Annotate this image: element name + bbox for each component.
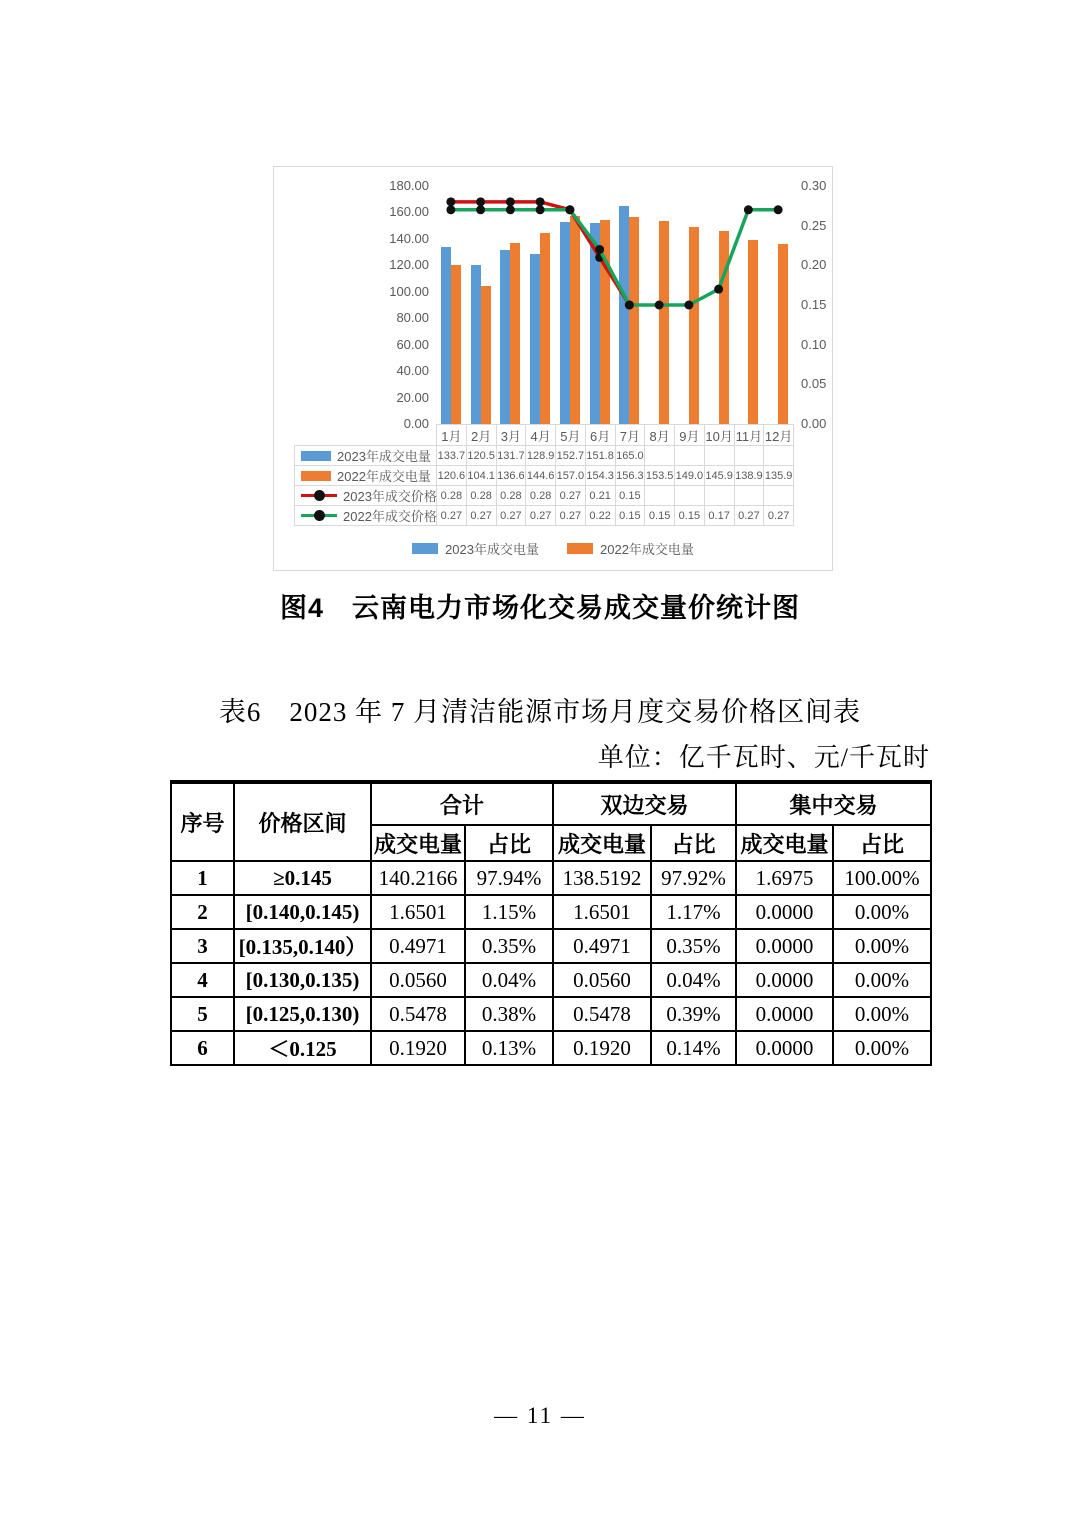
series-key-and-name xyxy=(295,466,436,485)
row-value: 1.15% xyxy=(465,895,553,929)
series-value: 149.0 xyxy=(675,466,705,486)
row-value: 0.5478 xyxy=(371,997,465,1031)
series-value: 120.5 xyxy=(466,446,496,466)
table-title: 表6 2023 年 7 月清洁能源市场月度交易价格区间表 xyxy=(218,697,862,727)
right-axis-tick-label: 0.30 xyxy=(801,178,827,193)
header-centralized-volume: 成交电量 xyxy=(736,825,833,861)
row-seq: 5 xyxy=(171,997,234,1031)
month-label: 12月 xyxy=(764,425,794,446)
figure-caption: 图4 云南电力市场化交易成交量价统计图 xyxy=(279,593,800,623)
row-value: 0.0000 xyxy=(736,997,833,1031)
row-value: 0.35% xyxy=(651,929,736,963)
month-label-row xyxy=(295,425,794,446)
table-row xyxy=(171,895,931,929)
bar-2022年成交电量 xyxy=(451,265,461,424)
right-axis-tick-label: 0.05 xyxy=(801,376,827,392)
row-value: 0.0560 xyxy=(553,963,651,997)
left-axis-tick-label: 100.00 xyxy=(389,283,429,299)
row-value: 0.4971 xyxy=(553,929,651,963)
row-value: 1.17% xyxy=(651,895,736,929)
marker-2022年成交价格 xyxy=(506,205,515,214)
row-value: 0.14% xyxy=(651,1031,736,1065)
marker-2023年成交价格 xyxy=(506,197,515,206)
series-value xyxy=(645,446,675,466)
header-price-range: 价格区间 xyxy=(234,782,371,861)
legend-swatch xyxy=(412,543,438,554)
series-row-2023年成交价格 xyxy=(295,486,794,506)
series-value: 0.28 xyxy=(496,486,526,506)
row-value: 1.6501 xyxy=(553,895,651,929)
row-value: 0.00% xyxy=(833,997,931,1031)
series-row-2023年成交电量 xyxy=(295,446,794,466)
bar-2022年成交电量 xyxy=(481,286,491,424)
header-total-share: 占比 xyxy=(465,825,553,861)
chart xyxy=(273,166,833,571)
series-name: 2023年成交电量 xyxy=(337,449,431,464)
marker-2022年成交价格 xyxy=(446,205,455,214)
left-axis-tick-label: 180.00 xyxy=(389,178,429,193)
right-axis-tick-label: 0.10 xyxy=(801,336,827,352)
legend-item xyxy=(412,539,539,558)
series-name-cell xyxy=(295,506,437,526)
bar-2022年成交电量 xyxy=(659,221,669,424)
left-axis-tick-label: 20.00 xyxy=(396,389,429,405)
bar-2023年成交电量 xyxy=(441,247,451,424)
table-row xyxy=(171,929,931,963)
series-key-and-name xyxy=(295,486,436,505)
series-name: 2022年成交价格 xyxy=(343,509,437,524)
series-value: 0.27 xyxy=(556,486,586,506)
month-label: 2月 xyxy=(466,425,496,446)
header-total-volume: 成交电量 xyxy=(371,825,465,861)
table-row xyxy=(171,861,931,895)
row-price-range: [0.130,0.135) xyxy=(234,963,371,997)
series-value xyxy=(734,486,764,506)
month-label: 6月 xyxy=(585,425,615,446)
price-range-table xyxy=(170,780,932,1066)
series-value: 152.7 xyxy=(556,446,586,466)
left-axis-tick-label: 120.00 xyxy=(389,257,429,273)
bar-2022年成交电量 xyxy=(510,243,520,424)
row-price-range: [0.140,0.145) xyxy=(234,895,371,929)
header-bilateral-volume: 成交电量 xyxy=(553,825,651,861)
left-axis-tick-label: 80.00 xyxy=(396,310,429,326)
chart-legend xyxy=(274,539,832,558)
row-seq: 1 xyxy=(171,861,234,895)
right-axis-tick-label: 0.20 xyxy=(801,257,827,273)
table-row xyxy=(171,1031,931,1065)
series-value: 0.22 xyxy=(585,506,615,526)
legend-key-line xyxy=(301,510,337,521)
marker-2022年成交价格 xyxy=(476,205,485,214)
month-label: 8月 xyxy=(645,425,675,446)
row-value: 0.04% xyxy=(465,963,553,997)
header-centralized-share: 占比 xyxy=(833,825,931,861)
series-value xyxy=(704,446,734,466)
series-value: 0.15 xyxy=(615,486,645,506)
row-value: 138.5192 xyxy=(553,861,651,895)
header-group-bilateral: 双边交易 xyxy=(553,782,736,825)
row-value: 0.35% xyxy=(465,929,553,963)
series-value xyxy=(764,446,794,466)
row-value: 0.5478 xyxy=(553,997,651,1031)
series-key-and-name xyxy=(295,506,436,525)
legend-label: 2022年成交电量 xyxy=(600,542,694,557)
series-value: 128.9 xyxy=(526,446,556,466)
row-value: 0.0000 xyxy=(736,963,833,997)
header-group-total: 合计 xyxy=(371,782,553,825)
row-value: 0.38% xyxy=(465,997,553,1031)
legend-key-line-marker xyxy=(314,490,325,501)
bar-2023年成交电量 xyxy=(560,222,570,424)
chart-value-table xyxy=(294,424,794,526)
bar-2023年成交电量 xyxy=(530,254,540,424)
row-value: 0.00% xyxy=(833,895,931,929)
month-label: 5月 xyxy=(556,425,586,446)
blank-cell xyxy=(295,425,437,446)
marker-2023年成交价格 xyxy=(565,205,574,214)
series-value: 0.27 xyxy=(556,506,586,526)
month-label: 9月 xyxy=(675,425,705,446)
series-value xyxy=(734,446,764,466)
unit-note: 单位：亿千瓦时、元/千瓦时 xyxy=(597,743,930,772)
row-price-range: ≥0.145 xyxy=(234,861,371,895)
row-value: 0.13% xyxy=(465,1031,553,1065)
row-price-range: ＜0.125 xyxy=(234,1031,371,1065)
marker-2023年成交价格 xyxy=(476,197,485,206)
row-value: 140.2166 xyxy=(371,861,465,895)
row-value: 0.04% xyxy=(651,963,736,997)
row-seq: 3 xyxy=(171,929,234,963)
series-value: 0.27 xyxy=(734,506,764,526)
bar-2022年成交电量 xyxy=(748,240,758,424)
bar-2023年成交电量 xyxy=(471,265,481,424)
row-value: 1.6975 xyxy=(736,861,833,895)
bar-2022年成交电量 xyxy=(778,244,788,424)
price-table-body xyxy=(171,861,931,1065)
series-value: 0.15 xyxy=(675,506,705,526)
marker-2022年成交价格 xyxy=(774,205,783,214)
marker-2022年成交价格 xyxy=(536,205,545,214)
legend-label: 2023年成交电量 xyxy=(445,542,539,557)
series-value: 120.6 xyxy=(437,466,467,486)
series-value: 135.9 xyxy=(764,466,794,486)
legend-key-bar xyxy=(301,451,331,461)
header-bilateral-share: 占比 xyxy=(651,825,736,861)
row-value: 0.0000 xyxy=(736,895,833,929)
month-label: 10月 xyxy=(704,425,734,446)
series-value xyxy=(675,446,705,466)
row-price-range: [0.125,0.130) xyxy=(234,997,371,1031)
series-value: 0.27 xyxy=(466,506,496,526)
legend-item xyxy=(567,539,694,558)
series-value: 0.27 xyxy=(496,506,526,526)
series-value: 165.0 xyxy=(615,446,645,466)
series-value: 138.9 xyxy=(734,466,764,486)
series-value: 0.28 xyxy=(437,486,467,506)
marker-2023年成交价格 xyxy=(446,197,455,206)
legend-key-line xyxy=(301,490,337,501)
row-value: 100.00% xyxy=(833,861,931,895)
series-row-2022年成交电量 xyxy=(295,466,794,486)
series-value: 0.27 xyxy=(764,506,794,526)
series-value: 0.15 xyxy=(645,506,675,526)
series-name-cell xyxy=(295,446,437,466)
series-name-cell xyxy=(295,466,437,486)
bar-2022年成交电量 xyxy=(719,231,729,424)
right-axis-tick-label: 0.25 xyxy=(801,217,827,233)
series-value: 0.21 xyxy=(585,486,615,506)
table-row xyxy=(171,963,931,997)
series-value: 0.17 xyxy=(704,506,734,526)
row-seq: 6 xyxy=(171,1031,234,1065)
right-axis-tick-label: 0.00 xyxy=(801,416,827,431)
series-value: 0.28 xyxy=(466,486,496,506)
series-value xyxy=(675,486,705,506)
legend-key-line-marker xyxy=(314,510,325,521)
month-label: 7月 xyxy=(615,425,645,446)
month-label: 11月 xyxy=(734,425,764,446)
month-label: 1月 xyxy=(437,425,467,446)
row-value: 0.39% xyxy=(651,997,736,1031)
series-value: 144.6 xyxy=(526,466,556,486)
row-seq: 4 xyxy=(171,963,234,997)
row-value: 0.0000 xyxy=(736,929,833,963)
header-seq: 序号 xyxy=(171,782,234,861)
marker-2023年成交价格 xyxy=(536,197,545,206)
series-value: 154.3 xyxy=(585,466,615,486)
series-name: 2023年成交价格 xyxy=(343,489,437,504)
row-value: 0.0560 xyxy=(371,963,465,997)
series-value: 145.9 xyxy=(704,466,734,486)
left-axis-tick-label: 160.00 xyxy=(389,204,429,220)
bar-2022年成交电量 xyxy=(689,227,699,424)
page-number: — 11 — xyxy=(494,1403,586,1428)
bar-2023年成交电量 xyxy=(619,206,629,424)
left-axis-tick-label: 0.00 xyxy=(403,416,429,431)
series-value: 136.6 xyxy=(496,466,526,486)
series-value: 157.0 xyxy=(556,466,586,486)
legend-key-bar xyxy=(301,471,331,481)
right-axis-tick-label: 0.15 xyxy=(801,297,827,312)
legend-swatch xyxy=(567,543,593,554)
row-value: 0.00% xyxy=(833,963,931,997)
left-axis-tick-label: 140.00 xyxy=(389,230,429,246)
series-value xyxy=(764,486,794,506)
series-value xyxy=(645,486,675,506)
bar-2022年成交电量 xyxy=(540,233,550,424)
row-value: 0.1920 xyxy=(371,1031,465,1065)
bar-2023年成交电量 xyxy=(500,250,510,424)
row-seq: 2 xyxy=(171,895,234,929)
row-value: 0.00% xyxy=(833,1031,931,1065)
series-key-and-name xyxy=(295,446,436,465)
series-value: 0.15 xyxy=(615,506,645,526)
row-value: 0.0000 xyxy=(736,1031,833,1065)
series-value: 156.3 xyxy=(615,466,645,486)
row-value: 97.92% xyxy=(651,861,736,895)
row-value: 97.94% xyxy=(465,861,553,895)
series-row-2022年成交价格 xyxy=(295,506,794,526)
month-label: 3月 xyxy=(496,425,526,446)
row-value: 0.00% xyxy=(833,929,931,963)
marker-2022年成交价格 xyxy=(565,205,574,214)
bar-2022年成交电量 xyxy=(570,216,580,424)
series-value: 0.27 xyxy=(526,506,556,526)
bar-2023年成交电量 xyxy=(590,223,600,424)
series-value: 151.8 xyxy=(585,446,615,466)
bar-2022年成交电量 xyxy=(629,217,639,424)
left-axis-tick-label: 60.00 xyxy=(396,336,429,352)
series-value: 0.27 xyxy=(437,506,467,526)
series-name: 2022年成交电量 xyxy=(337,469,431,484)
month-label: 4月 xyxy=(526,425,556,446)
left-axis-tick-label: 40.00 xyxy=(396,363,429,379)
series-value: 153.5 xyxy=(645,466,675,486)
table-row xyxy=(171,997,931,1031)
marker-2022年成交价格 xyxy=(744,205,753,214)
row-value: 0.4971 xyxy=(371,929,465,963)
series-name-cell xyxy=(295,486,437,506)
series-value: 0.28 xyxy=(526,486,556,506)
series-value: 131.7 xyxy=(496,446,526,466)
row-value: 0.1920 xyxy=(553,1031,651,1065)
series-value: 133.7 xyxy=(437,446,467,466)
series-value xyxy=(704,486,734,506)
series-value: 104.1 xyxy=(466,466,496,486)
row-price-range: [0.135,0.140） xyxy=(234,929,371,963)
row-value: 1.6501 xyxy=(371,895,465,929)
header-group-centralized: 集中交易 xyxy=(736,782,931,825)
bar-2022年成交电量 xyxy=(600,220,610,424)
